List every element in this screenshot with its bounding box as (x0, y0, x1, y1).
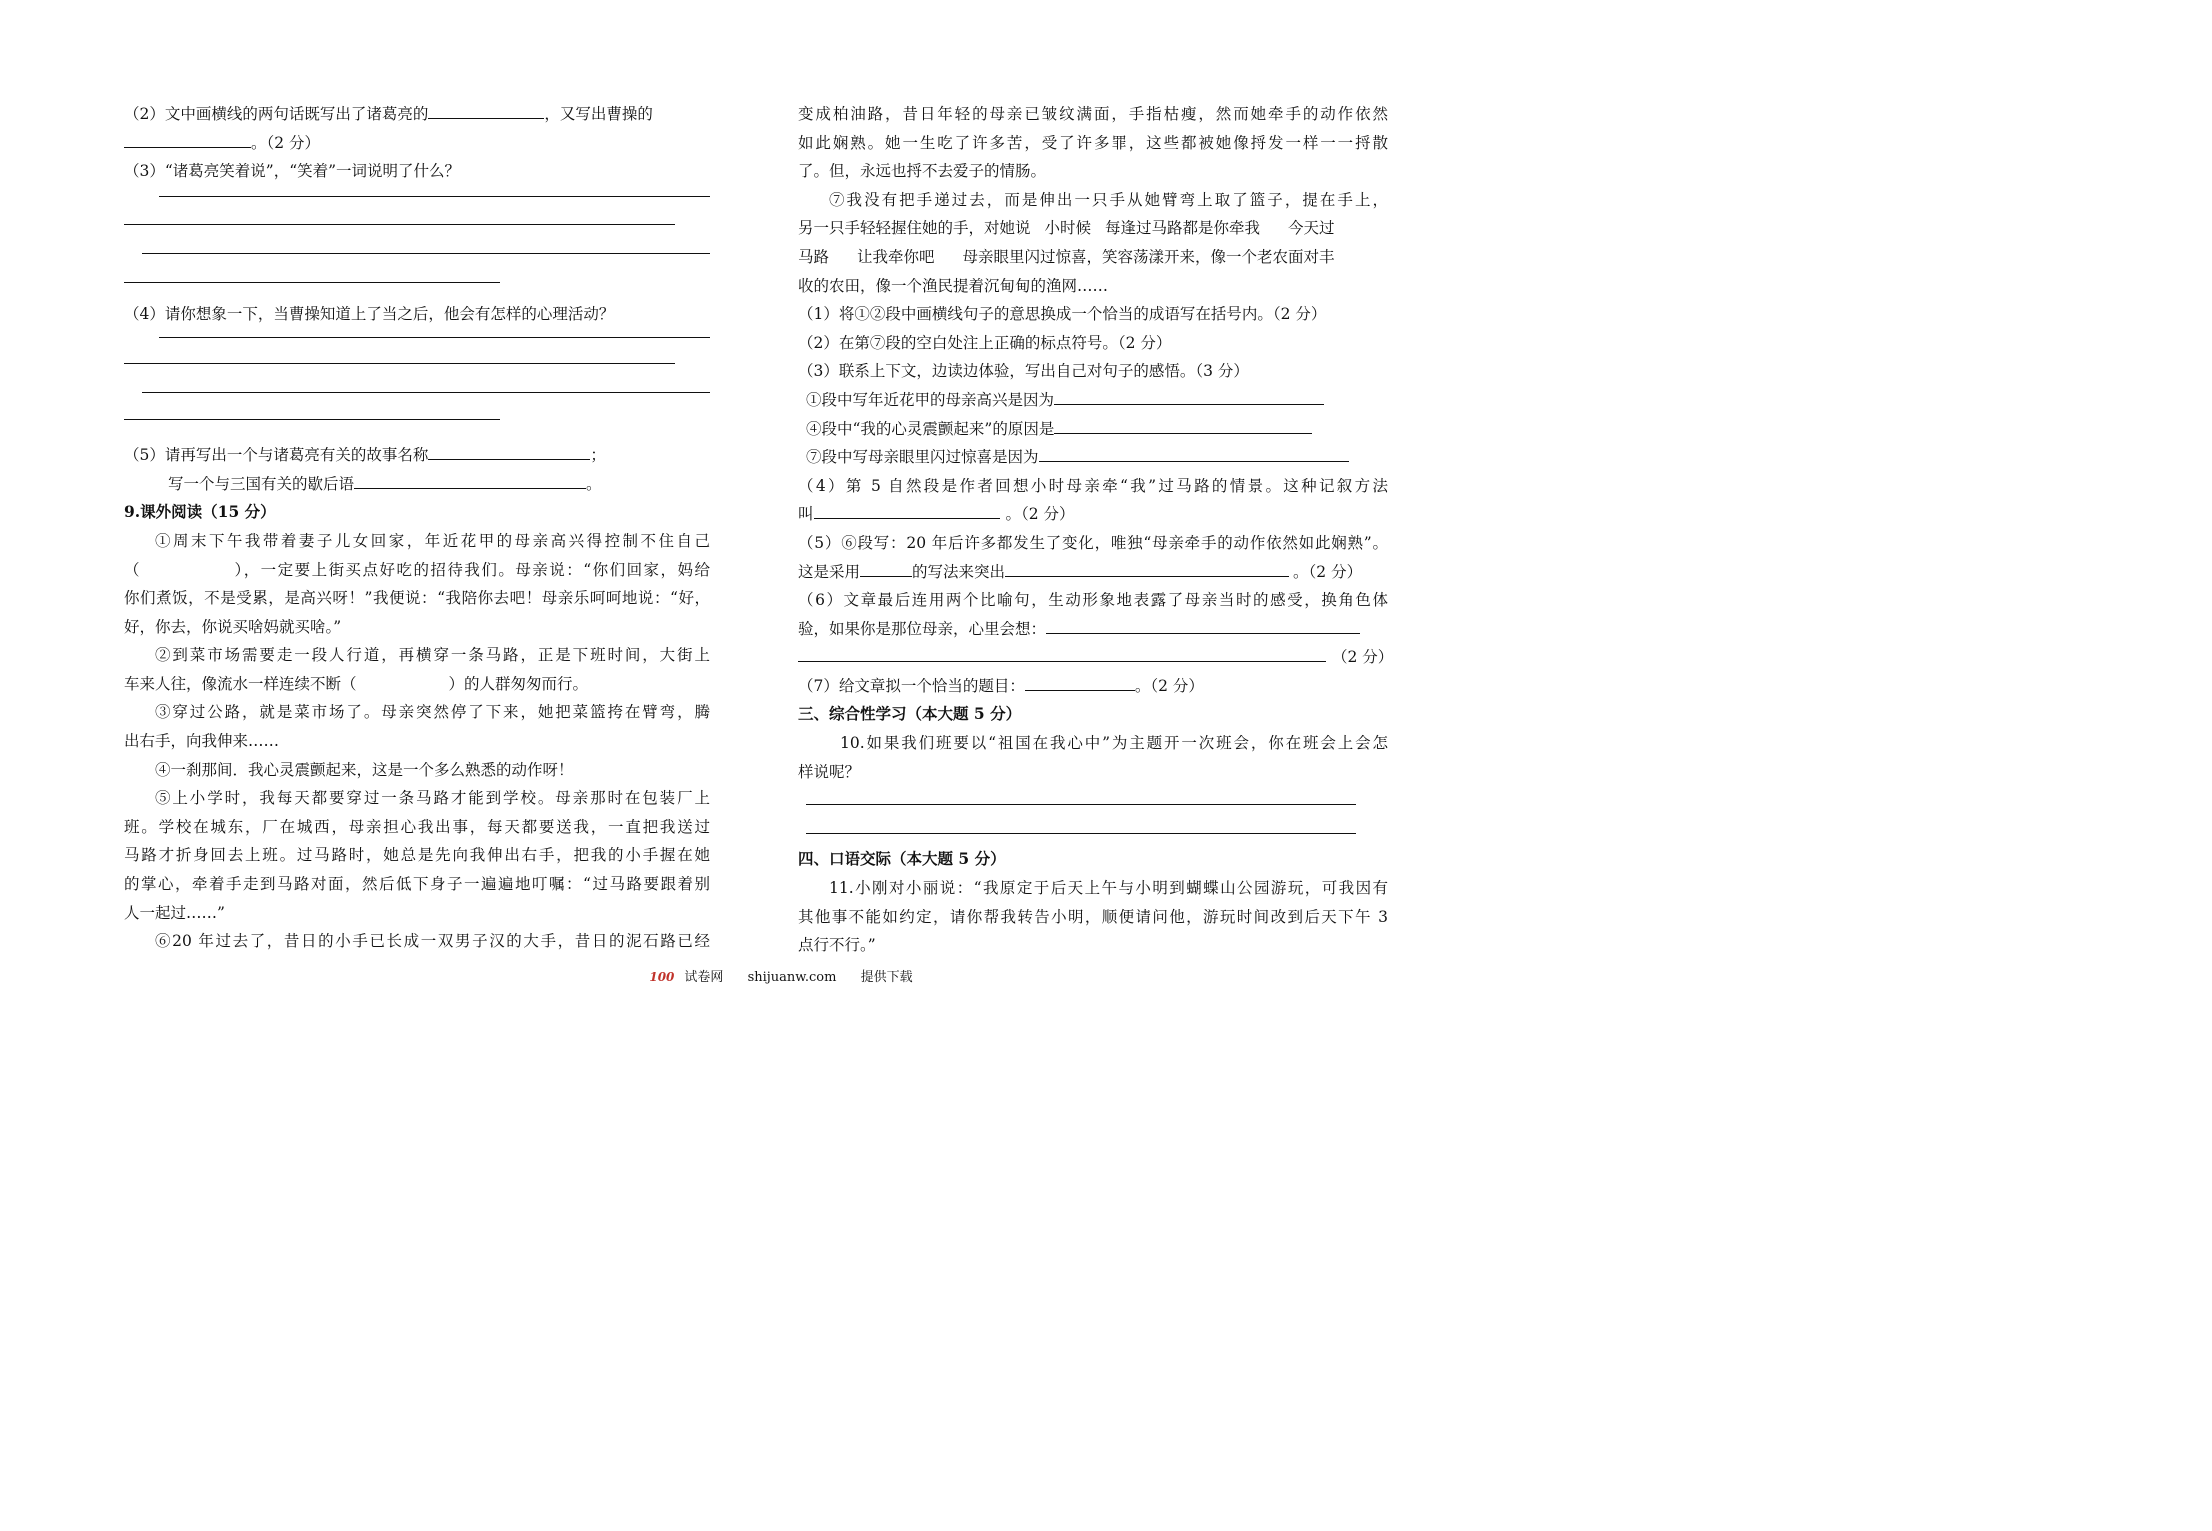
answer-line[interactable] (124, 272, 710, 301)
question-9-2: （2）在第⑦段的空白处注上正确的标点符号。（2 分） (798, 333, 1172, 352)
question-8-5: （5）请再写出一个与诸葛亮有关的故事名称 ； (124, 446, 606, 465)
passage-line: 的掌心，牵着手走到马路对面，然后低下身子一遍遍地叮嘱：“过马路要跟着别 (124, 875, 710, 894)
passage-line: 马路才折身回去上班。过马路时，她总是先向我伸出右手，把我的小手握在她 (124, 846, 710, 865)
passage-line: 人一起过……” (124, 903, 225, 922)
answer-blank[interactable] (354, 473, 586, 489)
answer-line[interactable] (124, 243, 710, 272)
left-column (124, 100, 710, 956)
question-9-6-cont: 验，如果你是那位母亲，心里会想： (798, 615, 1388, 644)
question-9-4: （4）第 5 自然段是作者回想小时母亲牵“我”过马路的情景。这种记叙方法 (798, 476, 1388, 495)
answer-line[interactable] (124, 186, 710, 215)
answer-blank[interactable] (1054, 418, 1312, 434)
answer-line[interactable] (798, 815, 1388, 844)
question-9-1: （1）将①②段中画横线句子的意思换成一个恰当的成语写在括号内。（2 分） (798, 305, 1327, 324)
answer-blank[interactable] (798, 646, 1326, 662)
passage-line: 你们煮饭，不是受累，是高兴呀！”我便说：“我陪你去吧！母亲乐呵呵地说：“好， (124, 589, 710, 608)
answer-blank[interactable] (1025, 675, 1135, 691)
question-11: 11.小刚对小丽说：“我原定于后天上午与小明到蝴蝶山公园游玩，可我因有 (829, 879, 1388, 898)
question-9-4-cont: 叫 。（2 分） (798, 505, 1075, 524)
question-9-3c: ⑦段中写母亲眼里闪过惊喜是因为 (798, 443, 1388, 472)
question-9-7: （7）给文章拟一个恰当的题目： 。（2 分） (798, 676, 1204, 695)
answer-blank[interactable] (124, 132, 251, 148)
question-11-cont: 点行不行。” (798, 936, 876, 955)
passage-line: ②到菜市场需要走一段人行道，再横穿一条马路，正是下班时间，大街上 (155, 646, 710, 665)
section-heading-4: 四、口语交际（本大题 5 分） (798, 849, 1006, 869)
answer-line[interactable] (798, 786, 1388, 815)
question-10: 10.如果我们班要以“祖国在我心中”为主题开一次班会，你在班会上会怎 (840, 734, 1388, 753)
passage-line: （ ），一定要上街买点好吃的招待我们。母亲说：“你们回家，妈给 (124, 560, 710, 579)
answer-line[interactable] (124, 329, 710, 358)
passage-line: 班。学校在城东，厂在城西，母亲担心我出事，每天都要送我，一直把我送过 (124, 817, 710, 836)
passage-line: 收的农田，像一个渔民提着沉甸甸的渔网…… (798, 276, 1109, 295)
passage-line: ①周末下午我带着妻子儿女回家，年近花甲的母亲高兴得控制不住自己 (155, 531, 710, 550)
page-footer (0, 966, 1552, 985)
passage-line: ④一刹那间．我心灵震颤起来，这是一个多么熟悉的动作呀！ (155, 760, 574, 779)
section-heading-9: 9.课外阅读（15 分） (124, 502, 276, 522)
answer-line[interactable] (124, 386, 710, 415)
answer-line[interactable] (124, 415, 710, 444)
answer-line[interactable] (124, 357, 710, 386)
question-9-5-cont: 这是采用 的写法来突出 。（2 分） (798, 562, 1363, 581)
passage-line: 变成柏油路，昔日年轻的母亲已皱纹满面，手指枯瘦，然而她牵手的动作依然 (798, 105, 1388, 123)
answer-blank[interactable] (428, 103, 544, 119)
site-logo: 100 试卷网 (649, 970, 724, 985)
download-note: 提供下载 (860, 970, 913, 985)
passage-line: 好，你去，你说买啥妈就买啥。” (124, 617, 342, 636)
passage-line: 出右手，向我伸来…… (124, 732, 280, 751)
section-heading-3: 三、综合性学习（本大题 5 分） (798, 704, 1022, 724)
question-9-3: （3）联系上下文，边读边体验，写出自己对句子的感悟。（3 分） (798, 362, 1249, 381)
answer-blank[interactable] (1005, 561, 1289, 577)
passage-line: ⑦我没有把手递过去，而是伸出一只手从她臂弯上取了篮子，提在手上， (829, 190, 1388, 209)
question-8-2: （2）文中画横线的两句话既写出了诸葛亮的 ，又写出曹操的 (124, 105, 653, 123)
passage-line: 如此娴熟。她一生吃了许多苦，受了许多罪，这些都被她像捋发一样一一捋散 (798, 133, 1388, 152)
answer-blank[interactable] (428, 444, 590, 460)
passage-line: ③穿过公路，就是菜市场了。母亲突然停了下来，她把菜篮挎在臂弯，腾 (155, 703, 710, 722)
passage-line: 了。但，永远也捋不去爱子的情肠。 (798, 162, 1047, 181)
passage-line: ⑥20 年过去了，昔日的小手已长成一双男子汉的大手，昔日的泥石路已经 (155, 932, 710, 951)
answer-blank[interactable] (1054, 389, 1324, 405)
question-8-5-cont: 写一个与三国有关的歇后语 。 (168, 474, 602, 493)
answer-blank[interactable] (1039, 446, 1349, 462)
question-9-5: （5）⑥段写：20 年后许多都发生了变化，唯独“母亲牵手的动作依然如此娴熟”。 (798, 533, 1388, 552)
passage-line: 车来人往，像流水一样连续不断（ ）的人群匆匆而行。 (124, 674, 589, 693)
site-domain[interactable]: shijuanw.com (747, 970, 837, 985)
question-10-cont: 样说呢？ (798, 762, 861, 781)
passage-line: ⑤上小学时，我每天都要穿过一条马路才能到学校。母亲那时在包装厂上 (155, 789, 710, 808)
question-8-2-cont: 。（2 分） (124, 129, 710, 158)
answer-blank[interactable] (814, 503, 1000, 519)
passage-line: 马路 让我牵你吧 母亲眼里闪过惊喜，笑容荡漾开来，像一个老农面对丰 (798, 247, 1335, 266)
question-9-3a: ①段中写年近花甲的母亲高兴是因为 (798, 386, 1388, 415)
answer-blank[interactable] (860, 561, 912, 577)
question-11-cont: 其他事不能如约定，请你帮我转告小明，顺便请问他，游玩时间改到后天下午 3 (798, 907, 1388, 926)
question-8-3: （3）“诸葛亮笑着说”，“笑着”一词说明了什么？ (124, 162, 461, 181)
answer-line[interactable] (124, 214, 710, 243)
answer-blank[interactable] (1046, 618, 1360, 634)
question-9-6-line: （2 分） (798, 643, 1388, 672)
question-9-6: （6）文章最后连用两个比喻句，生动形象地表露了母亲当时的感受，换角色体 (798, 591, 1388, 610)
question-8-4: （4）请你想象一下，当曹操知道上了当之后，他会有怎样的心理活动？ (124, 305, 615, 324)
question-9-3b: ④段中“我的心灵震颤起来”的原因是 (798, 415, 1388, 444)
passage-line: 另一只手轻轻握住她的手，对她说 小时候 每逢过马路都是你牵我 今天过 (798, 219, 1335, 238)
right-column (798, 100, 1394, 960)
